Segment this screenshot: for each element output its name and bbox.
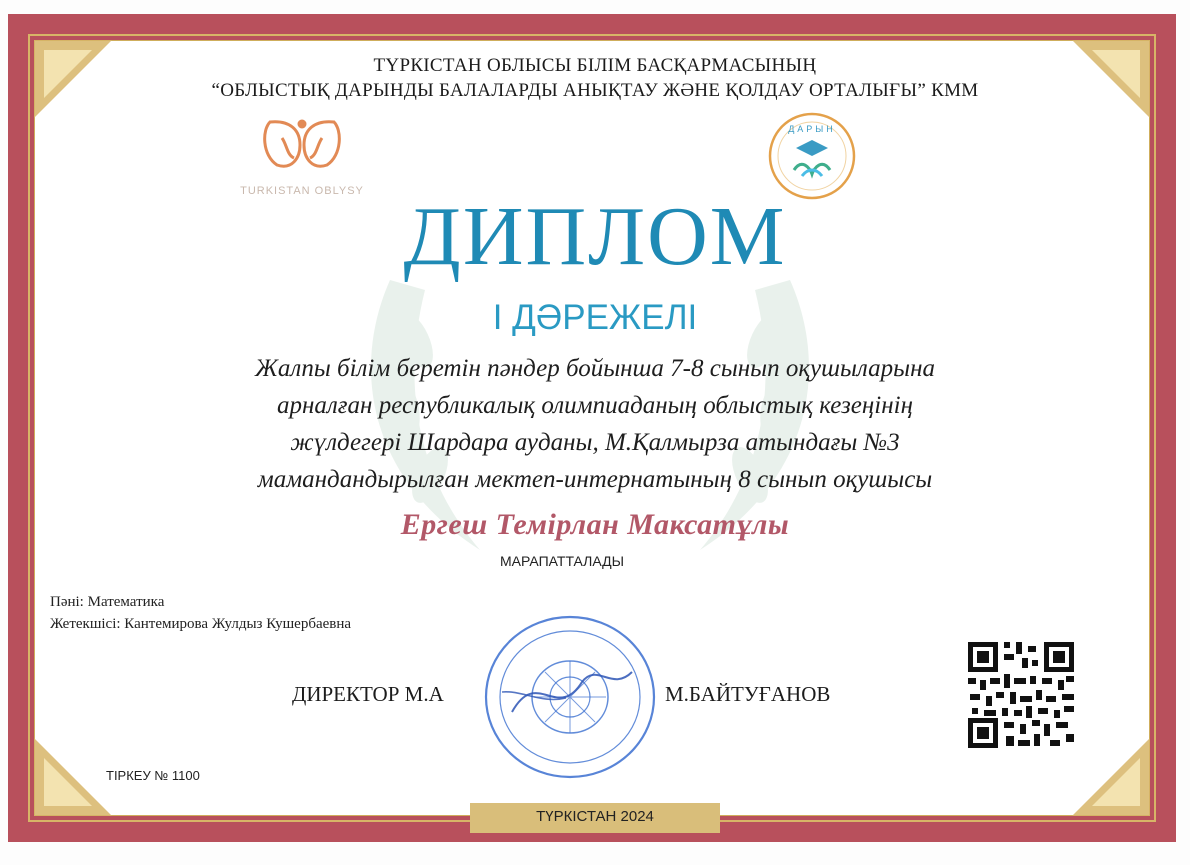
header-line-1: ТҮРКІСТАН ОБЛЫСЫ БІЛІМ БАСҚАРМАСЫНЫҢ [373,55,817,76]
director-name: М.БАЙТУҒАНОВ [665,682,831,706]
header-line-2: “ОБЛЫСТЫҚ ДАРЫНДЫ БАЛАЛАРДЫ АНЫҚТАУ ЖӘНЕ ҚОЛДАУ ОРТАЛЫҒЫ” КММ [211,80,979,101]
body-line-3: жүлдегері Шардара ауданы, М.Қалмырза атындағы №3 [290,429,900,456]
supervisor-label: Жетекшісі: Кантемирова Жулдыз Кушербаевна [50,616,352,632]
right-logo-text: ДАРЫН [788,124,836,134]
body-line-4: мамандандырылған мектеп-интернатының 8 сынып оқушысы [257,466,933,493]
body-line-1: Жалпы білім беретін пәндер бойынша 7-8 сынып оқушыларына [255,355,935,382]
diploma-title: ДИПЛОМ [403,190,787,283]
qr-code-icon [966,640,1076,750]
registration-number: ТІРКЕУ № 1100 [106,768,200,783]
subject-label: Пәні: Математика [50,594,165,610]
director-label: ДИРЕКТОР М.А [292,682,444,706]
left-logo-icon [232,110,372,180]
degree-label: І ДӘРЕЖЕЛІ [492,298,698,337]
body-line-2: арналған республикалық олимпиаданың облыстық кезеңінің [277,392,913,419]
city-year: ТҮРКІСТАН 2024 [536,808,654,825]
recipient-name: Ергеш Темірлан Максатұлы [400,508,790,541]
awarded-label: МАРАПАТТАЛАДЫ [500,553,625,569]
left-logo-text: TURKISTAN OBLYSY [240,185,364,197]
stamp-icon [482,612,658,782]
